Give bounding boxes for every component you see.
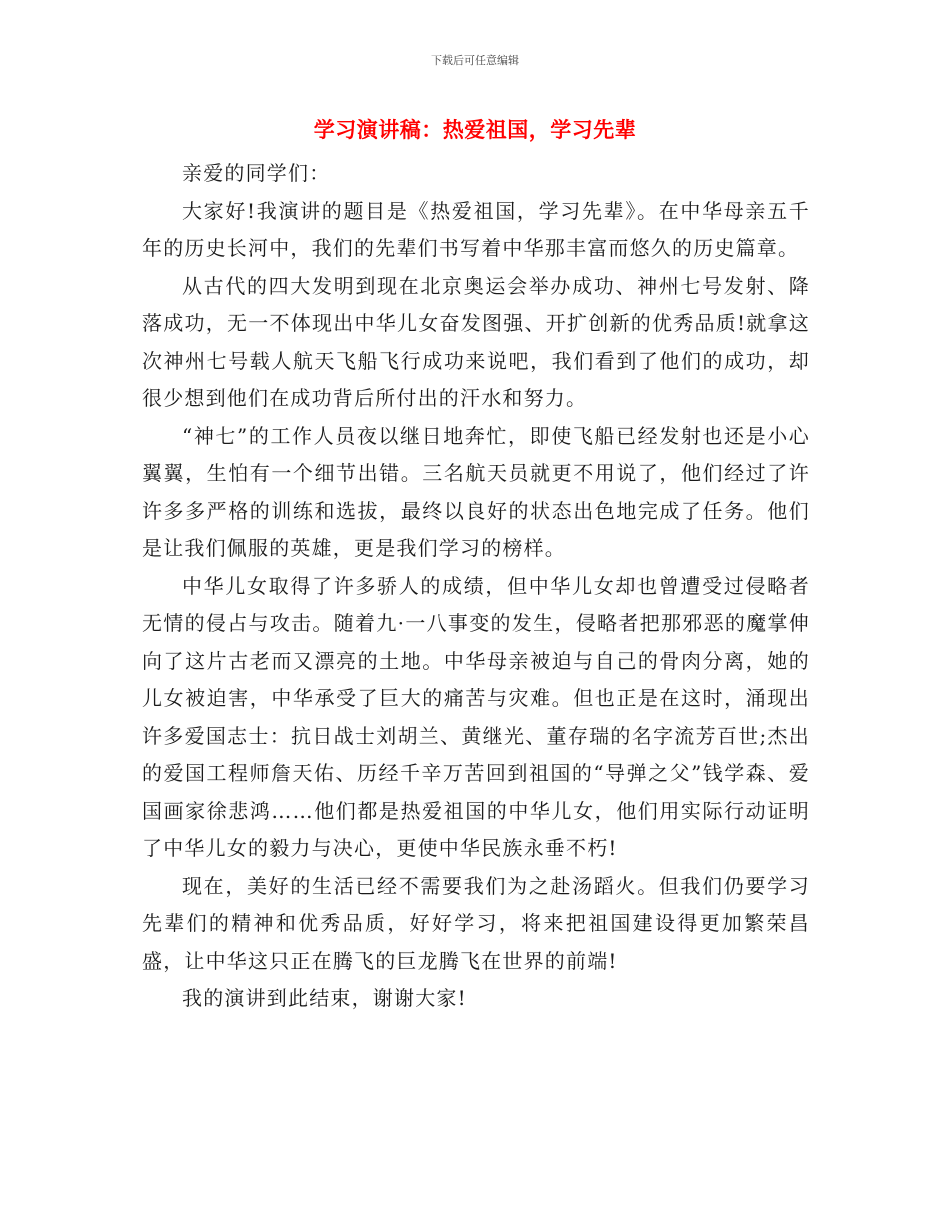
body-paragraph: 现在，美好的生活已经不需要我们为之赴汤蹈火。但我们仍要学习先辈们的精神和优秀品质，好好学习，将来把祖国建设得更加繁荣昌盛，让中华这只正在腾飞的巨龙腾飞在世界的前端!	[142, 873, 810, 973]
body-paragraph: 中华儿女取得了许多骄人的成绩，但中华儿女却也曾遭受过侵略者无情的侵占与攻击。随着九·一八事变的发生，侵略者把那邪恶的魔掌伸向了这片古老而又漂亮的土地。中华母亲被迫与自己的骨肉分离，她的儿女被迫害，中华承受了巨大的痛苦与灾难。但也正是在这时，涌现出许多爱国志士：抗日战士刘胡兰、黄继光、董存瑞的名字流芳百世;杰出的爱国工程师詹天佑、历经千辛万苦回到祖国的“导弹之父”钱学森、爱国画家徐悲鸿……他们都是热爱祖国的中华儿女，他们用实际行动证明了中华儿女的毅力与决心，更使中华民族永垂不朽!	[142, 573, 810, 860]
body-paragraph: 从古代的四大发明到现在北京奥运会举办成功、神州七号发射、降落成功，无一不体现出中华儿女奋发图强、开扩创新的优秀品质!就拿这次神州七号载人航天飞船飞行成功来说吧，我们看到了他们的成功，却很少想到他们在成功背后所付出的汗水和努力。	[142, 273, 810, 410]
closing-paragraph: 我的演讲到此结束，谢谢大家!	[182, 986, 467, 1010]
body-paragraph: “神七”的工作人员夜以继日地奔忙，即使飞船已经发射也还是小心翼翼，生怕有一个细节出错。三名航天员就更不用说了，他们经过了许许多多严格的训练和选拔，最终以良好的状态出色地完成了任务。他们是让我们佩服的英雄，更是我们学习的榜样。	[142, 423, 810, 560]
body-paragraph: 大家好!我演讲的题目是《热爱祖国，学习先辈》。在中华母亲五千年的历史长河中，我们的先辈们书写着中华那丰富而悠久的历史篇章。	[142, 198, 810, 260]
document-title: 学习演讲稿：热爱祖国，学习先辈	[313, 118, 637, 142]
salutation-paragraph: 亲爱的同学们：	[182, 161, 331, 185]
document-body	[142, 155, 810, 1018]
header-note: 下载后可任意编辑	[431, 54, 519, 67]
